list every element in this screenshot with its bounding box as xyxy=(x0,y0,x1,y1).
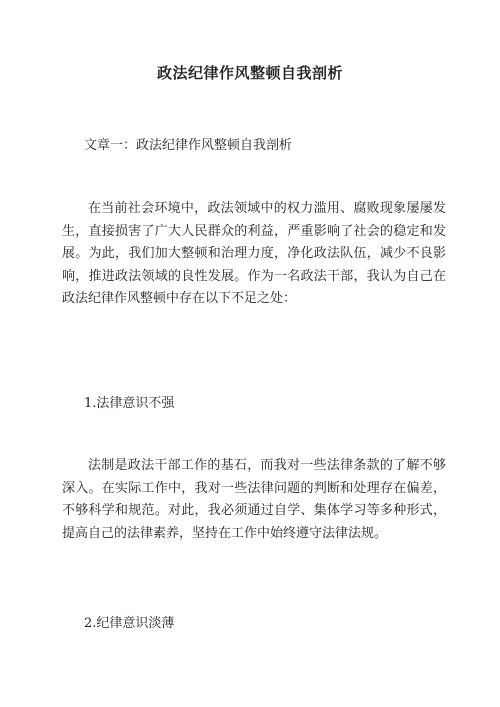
article-subtitle: 文章一：政法纪律作风整顿自我剖析 xyxy=(84,138,293,153)
section-heading-2: 2.纪律意识淡薄 xyxy=(84,616,175,631)
intro-paragraph: 在当前社会环境中，政法领域中的权力滥用、腐败现象屡屡发生，直接损害了广大人民群众的利益，严重影响了社会的稳定和发展。为此，我们加大整顿和治理力度，净化政法队伍，减少不良影响，推进政法领域的良性发展。作为一名政法干部，我认为自己在政法纪律作风整顿中存在以下不足之处： xyxy=(62,201,446,306)
document-title: 政法纪律作风整顿自我剖析 xyxy=(156,64,343,82)
section-1-paragraph: 法制是政法干部工作的基石，而我对一些法律条款的了解不够深入。在实际工作中，我对一些法律问题的判断和处理存在偏差，不够科学和规范。对此，我必须通过自学、集体学习等多种形式，提高自己的法律素养，坚持在工作中始终遵守法律法规。 xyxy=(62,458,446,541)
section-heading-1: 1.法律意识不强 xyxy=(84,396,175,411)
